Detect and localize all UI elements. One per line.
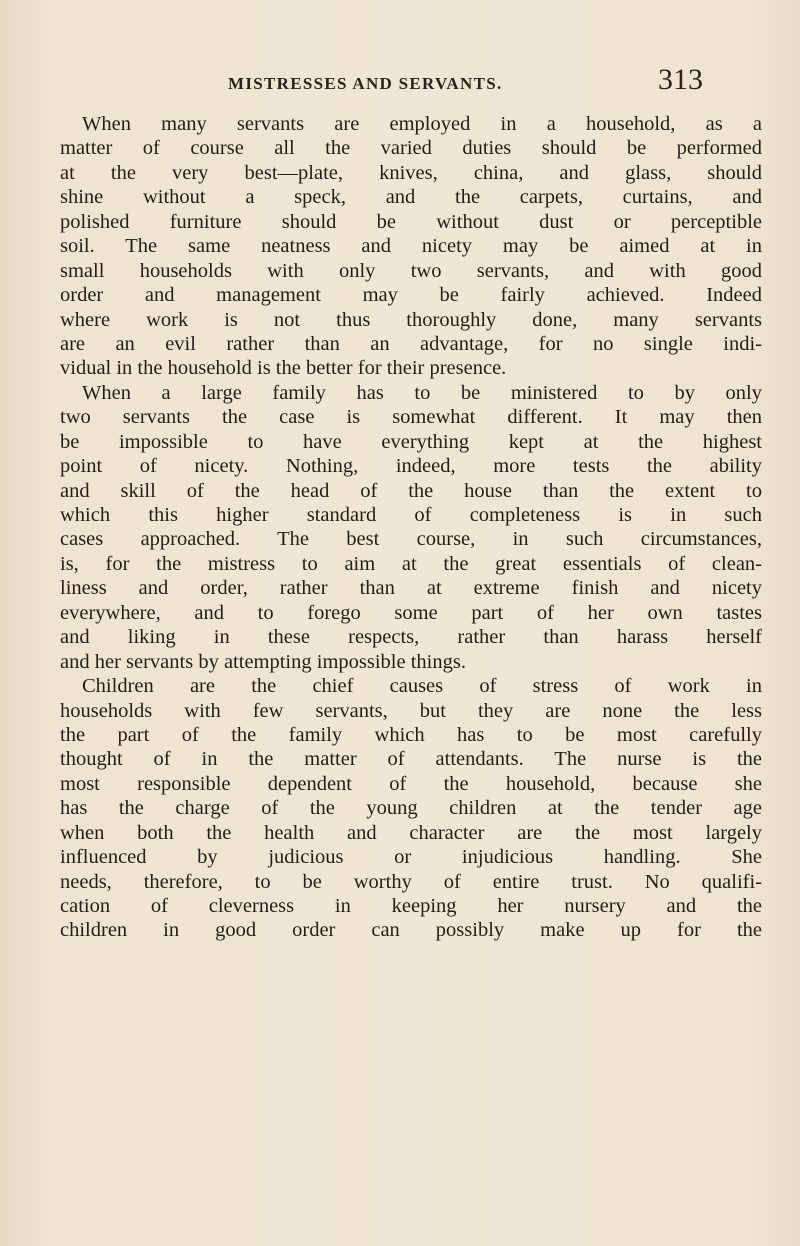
running-head: MISTRESSES AND SERVANTS.: [228, 74, 503, 93]
text-line: order and management may be fairly achieved. Indeed: [60, 284, 762, 307]
text-line: cation of cleverness in keeping her nursery and the: [60, 895, 762, 917]
text-line: liness and order, rather than at extreme finish and nicety: [60, 577, 762, 600]
body-text: [60, 112, 762, 943]
text-line: and liking in these respects, rather than harass herself: [60, 626, 762, 649]
text-line: and her servants by attempting impossible things.: [60, 650, 466, 673]
page-number: 313: [658, 63, 703, 96]
text-line: everywhere, and to forego some part of her own tastes: [60, 601, 762, 624]
text-line: is, for the mistress to aim at the great essentials of clean-: [60, 552, 762, 575]
text-line: are an evil rather than an advantage, for no single indi-: [60, 332, 762, 355]
text-line: When many servants are employed in a household, as a: [82, 113, 762, 135]
text-line: the part of the family which has to be most carefully: [60, 723, 762, 746]
text-line: small households with only two servants, and with good: [60, 259, 762, 282]
text-line: households with few servants, but they are none the less: [60, 699, 762, 722]
text-line: soil. The same neatness and nicety may be aimed at in: [60, 235, 762, 258]
text-line: Children are the chief causes of stress of work in: [82, 675, 762, 698]
text-line: point of nicety. Nothing, indeed, more tests the ability: [60, 455, 762, 478]
text-line: matter of course all the varied duties should be performed: [60, 137, 762, 160]
text-line: children in good order can possibly make up for the: [60, 919, 762, 942]
text-line: influenced by judicious or injudicious handling. She: [60, 846, 762, 869]
text-line: thought of in the matter of attendants. The nurse is the: [60, 748, 762, 771]
text-line: and skill of the head of the house than the extent to: [60, 479, 762, 502]
text-line: polished furniture should be without dust or perceptible: [60, 210, 762, 233]
text-line: shine without a speck, and the carpets, curtains, and: [60, 186, 762, 209]
text-line: be impossible to have everything kept at the highest: [60, 430, 762, 453]
text-line: vidual in the household is the better for their presence.: [60, 357, 507, 380]
text-line: When a large family has to be ministered to by only: [82, 381, 762, 404]
text-line: which this higher standard of completeness is in such: [60, 504, 762, 526]
text-line: when both the health and character are the most largely: [60, 821, 762, 844]
text-line: at the very best—plate, knives, china, and glass, should: [60, 161, 762, 184]
text-line: cases approached. The best course, in such circumstances,: [60, 528, 762, 551]
text-line: two servants the case is somewhat different. It may then: [60, 406, 762, 429]
text-line: needs, therefore, to be worthy of entire trust. No qualifi-: [60, 870, 762, 893]
text-line: most responsible dependent of the household, because she: [60, 772, 762, 795]
text-line: where work is not thus thoroughly done, many servants: [60, 308, 762, 331]
text-line: has the charge of the young children at the tender age: [60, 797, 762, 820]
